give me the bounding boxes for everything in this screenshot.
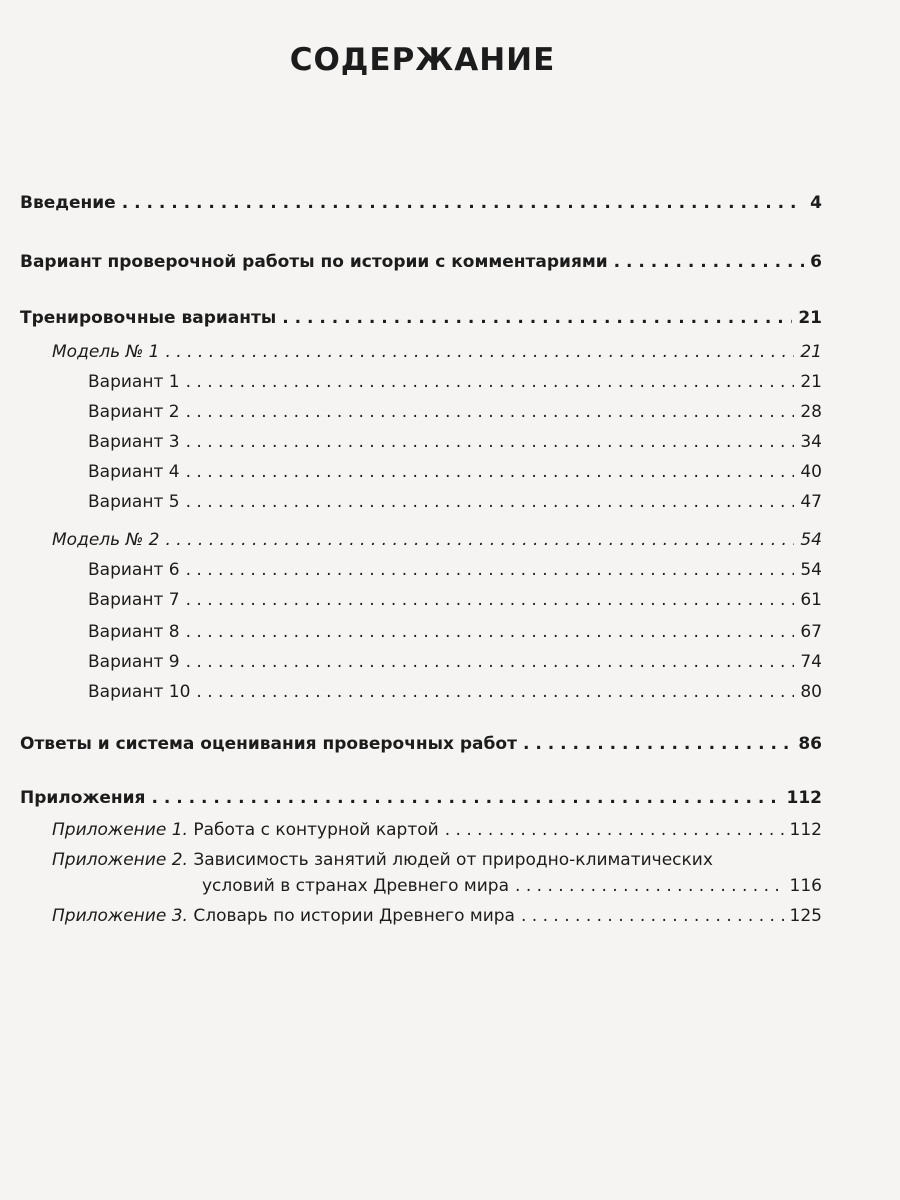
entry-label: Зависимость занятий людей от природно-климатических bbox=[193, 850, 713, 870]
appendix-prefix: Приложение 3. bbox=[52, 906, 188, 926]
leader-dots bbox=[614, 251, 804, 273]
entry-label: Словарь по истории Древнего мира bbox=[193, 906, 515, 926]
entry-label: Введение bbox=[20, 193, 116, 213]
page-number: 74 bbox=[800, 652, 822, 672]
appendix-prefix: Приложение 1. bbox=[52, 820, 188, 840]
page-number: 28 bbox=[800, 402, 822, 422]
leader-dots bbox=[523, 733, 792, 755]
entry-label: Вариант 3 bbox=[88, 432, 180, 452]
page-number: 116 bbox=[789, 876, 822, 896]
page-number: 21 bbox=[798, 308, 822, 328]
toc-entry-appendix-2[interactable] bbox=[0, 849, 822, 871]
toc-entry-variant[interactable] bbox=[0, 681, 822, 703]
page-number: 21 bbox=[800, 372, 822, 392]
page-number: 4 bbox=[810, 193, 822, 213]
page-number: 54 bbox=[800, 530, 822, 550]
leader-dots bbox=[186, 461, 795, 483]
toc-entry-model-1[interactable] bbox=[0, 341, 822, 363]
toc-entry-appendices[interactable] bbox=[0, 787, 822, 809]
toc-entry-introduction[interactable] bbox=[0, 192, 822, 214]
toc-entry-variant[interactable] bbox=[0, 371, 822, 393]
toc-entry-variant[interactable] bbox=[0, 621, 822, 643]
leader-dots bbox=[186, 621, 795, 643]
toc-entry-model-2[interactable] bbox=[0, 529, 822, 551]
entry-label: Модель № 2 bbox=[52, 530, 160, 550]
toc-entry-appendix-1[interactable] bbox=[0, 819, 822, 841]
entry-label: Приложения bbox=[20, 788, 146, 808]
page-title: СОДЕРЖАНИЕ bbox=[289, 42, 556, 78]
leader-dots bbox=[282, 307, 792, 329]
entry-label: Вариант 10 bbox=[88, 682, 191, 702]
leader-dots bbox=[445, 819, 784, 841]
entry-label: Тренировочные варианты bbox=[20, 308, 277, 328]
entry-label: Модель № 1 bbox=[52, 342, 160, 362]
leader-dots bbox=[186, 559, 795, 581]
leader-dots bbox=[515, 875, 784, 897]
leader-dots bbox=[196, 681, 794, 703]
page-number: 125 bbox=[789, 906, 822, 926]
entry-label: Вариант 2 bbox=[88, 402, 180, 422]
page-number: 67 bbox=[800, 622, 822, 642]
entry-label: Вариант 8 bbox=[88, 622, 180, 642]
leader-dots bbox=[151, 787, 780, 809]
entry-label: Ответы и система оценивания проверочных работ bbox=[20, 734, 517, 754]
leader-dots bbox=[165, 341, 794, 363]
page-number: 54 bbox=[800, 560, 822, 580]
toc-entry-answers[interactable] bbox=[0, 733, 822, 755]
page-number: 21 bbox=[800, 342, 822, 362]
toc-entry-variant[interactable] bbox=[0, 491, 822, 513]
toc-entry-training[interactable] bbox=[0, 307, 822, 329]
page-number: 112 bbox=[786, 788, 822, 808]
page-number: 86 bbox=[798, 734, 822, 754]
toc-entry-sample-test[interactable] bbox=[0, 251, 822, 273]
entry-label: Вариант 7 bbox=[88, 590, 180, 610]
toc-entry-variant[interactable] bbox=[0, 431, 822, 453]
page-number: 80 bbox=[800, 682, 822, 702]
toc-entry-appendix-3[interactable] bbox=[0, 905, 822, 927]
page-number: 47 bbox=[800, 492, 822, 512]
toc-entry-appendix-2-cont[interactable] bbox=[0, 875, 822, 897]
page-number: 61 bbox=[800, 590, 822, 610]
leader-dots bbox=[186, 589, 795, 611]
page-number: 34 bbox=[800, 432, 822, 452]
leader-dots bbox=[165, 529, 794, 551]
leader-dots bbox=[122, 192, 804, 214]
leader-dots bbox=[186, 651, 795, 673]
toc-entry-variant[interactable] bbox=[0, 461, 822, 483]
entry-label: Работа с контурной картой bbox=[193, 820, 439, 840]
entry-label: Вариант 6 bbox=[88, 560, 180, 580]
entry-label: Вариант 5 bbox=[88, 492, 180, 512]
toc-entry-variant[interactable] bbox=[0, 559, 822, 581]
appendix-prefix: Приложение 2. bbox=[52, 850, 188, 870]
leader-dots bbox=[521, 905, 784, 927]
leader-dots bbox=[186, 371, 795, 393]
toc-entry-variant[interactable] bbox=[0, 651, 822, 673]
page-number: 112 bbox=[789, 820, 822, 840]
entry-label: Вариант 1 bbox=[88, 372, 180, 392]
toc-entry-variant[interactable] bbox=[0, 401, 822, 423]
leader-dots bbox=[186, 491, 795, 513]
page-number: 40 bbox=[800, 462, 822, 482]
entry-label: Вариант 4 bbox=[88, 462, 180, 482]
page-number: 6 bbox=[810, 252, 822, 272]
entry-label: Вариант 9 bbox=[88, 652, 180, 672]
entry-label: Вариант проверочной работы по истории с комментариями bbox=[20, 252, 608, 272]
toc-entry-variant[interactable] bbox=[0, 589, 822, 611]
leader-dots bbox=[186, 431, 795, 453]
entry-label-continued: условий в странах Древнего мира bbox=[202, 876, 510, 896]
leader-dots bbox=[186, 401, 795, 423]
